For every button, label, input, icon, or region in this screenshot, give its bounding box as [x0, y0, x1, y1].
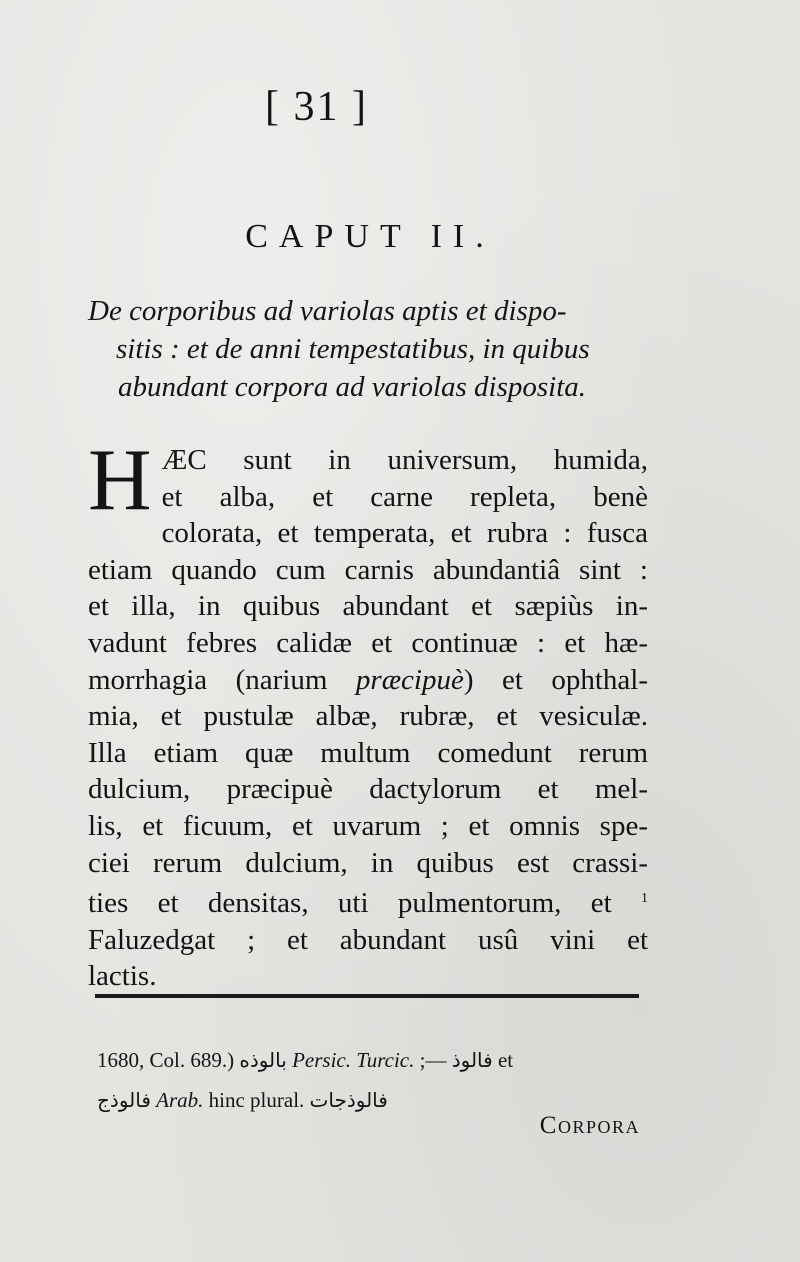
chapter-title: CAPUT II.	[245, 218, 495, 255]
text-line: ciei rerum dulcium, in quibus est crassi-	[88, 846, 648, 879]
footnote-text: ;—	[414, 1048, 452, 1072]
footnote-italic: Arab.	[150, 1088, 204, 1112]
footnote-line	[97, 1040, 657, 1080]
arabic-word: فالوذجات	[309, 1088, 388, 1112]
page-number: [ 31 ]	[265, 84, 368, 130]
subtitle-line: sitis : et de anni tempestatibus, in quibus	[116, 333, 590, 365]
text-line: dulcium, præcipuè dactylorum et mel-	[88, 773, 648, 806]
text-line: et alba, et carne repleta, benè	[161, 480, 648, 513]
footnote-italic: Persic. Turcic.	[286, 1048, 415, 1072]
italic-word: præcipuè	[355, 663, 464, 696]
arabic-word: فالوذ	[451, 1048, 493, 1072]
text-line	[88, 662, 648, 699]
text-line: lis, et ficuum, et uvarum ; et omnis spe-	[88, 809, 648, 842]
subtitle-line: De corporibus ad variolas aptis et dispo-	[88, 295, 567, 327]
text-line: Illa etiam quæ multum comedunt rerum	[88, 736, 648, 769]
footnote-rule	[95, 994, 639, 998]
footnote-text: et	[492, 1048, 514, 1072]
catchword: Corpora	[539, 1112, 640, 1139]
arabic-word: بالوذه	[239, 1048, 287, 1072]
body-paragraph	[88, 432, 648, 995]
text-line: lactis.	[88, 960, 157, 993]
text-line: et illa, in quibus abundant et sæpiùs in-	[88, 590, 648, 623]
footnote-text: hinc plural.	[203, 1088, 310, 1112]
text-line: etiam quando cum carnis abundantiâ sint :	[88, 553, 648, 586]
text-line: Faluzedgat ; et abundant usû vini et	[88, 923, 648, 956]
text-line: vadunt febres calidæ et continuæ : et hæ-	[88, 626, 648, 659]
text-segment: ties et densitas, uti pulmentorum, et	[88, 887, 612, 920]
chapter-subtitle	[88, 292, 648, 406]
text-line: ÆC sunt in universum, humida,	[161, 444, 648, 476]
text-line: colorata, et temperata, et rubra : fusca	[161, 517, 648, 550]
subtitle-line: abundant corpora ad variolas disposita.	[118, 371, 587, 403]
text-line: mia, et pustulæ albæ, rubræ, et vesiculæ.	[88, 700, 648, 733]
drop-cap: H	[88, 432, 152, 529]
footnote-marker: 1	[641, 891, 648, 907]
text-segment: morrhagia (narium	[88, 663, 356, 696]
footnote-text: 1680, Col. 689.)	[97, 1048, 240, 1072]
arabic-word: فالوذج	[97, 1088, 151, 1112]
text-segment: ) et ophthal-	[463, 663, 648, 696]
text-line	[88, 881, 648, 922]
